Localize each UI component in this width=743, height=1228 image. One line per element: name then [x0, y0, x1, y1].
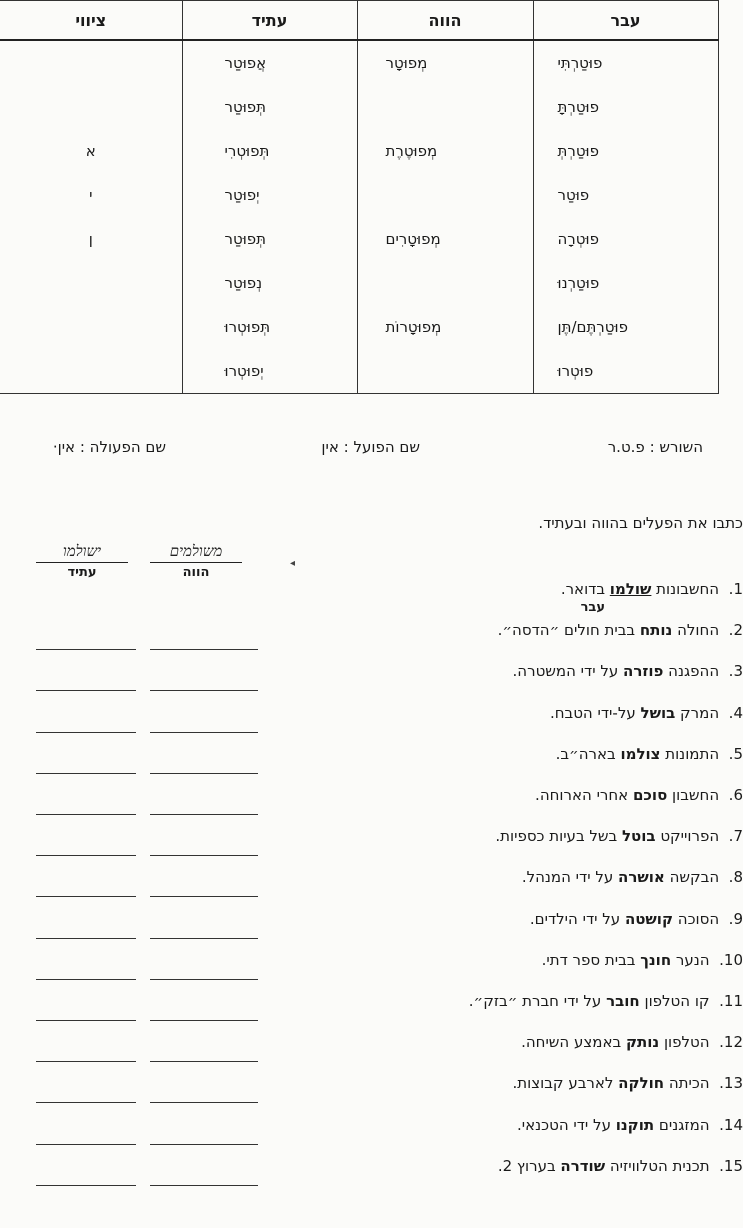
exercise-item	[0, 1031, 743, 1061]
exercise-sentence	[535, 786, 743, 804]
cell-past: פוּטַרְתְּ	[533, 129, 718, 173]
exercise-sentence	[517, 1116, 743, 1134]
item-number: 1.	[728, 580, 743, 598]
exercise-sentence	[550, 704, 743, 722]
target-verb: חונך	[640, 950, 672, 969]
sentence-end: בבית חולים ״הדסה״.	[497, 621, 640, 640]
exercise-item	[0, 578, 743, 615]
sentence-start: ההפגנה	[663, 662, 720, 681]
target-verb: קושטה	[624, 909, 673, 928]
future-answer-field[interactable]	[36, 629, 136, 650]
sentence-start: הבקשה	[664, 868, 720, 887]
sentence-start: המרק	[675, 703, 720, 722]
cell-past: פוּטַרְנוּ	[533, 261, 718, 305]
table-row	[0, 261, 718, 305]
target-verb: שודרה	[560, 1156, 606, 1175]
cell-past: פוּטַרְתָּ	[533, 85, 718, 129]
target-verb: אושרה	[618, 868, 665, 887]
present-answer-field[interactable]	[150, 876, 258, 897]
item-number: 9.	[728, 909, 743, 928]
target-verb: בוטל	[621, 827, 656, 846]
table-row	[0, 40, 718, 85]
future-answer-field[interactable]	[36, 1041, 136, 1062]
target-verb: בושל	[640, 703, 676, 722]
sentence-start: החולה	[672, 621, 720, 640]
exercise-item	[0, 660, 743, 690]
item-number: 12.	[719, 1033, 743, 1052]
action-noun-text: שם הפעולה : אין·	[52, 438, 166, 456]
item-number: 3.	[728, 662, 743, 681]
exercise-sentence	[498, 621, 743, 639]
cell-imperative	[0, 349, 182, 394]
cell-present	[357, 261, 533, 305]
cell-future: תְּפוּטַר	[182, 217, 357, 261]
sentence-end: בערוץ 2.	[497, 1156, 561, 1175]
present-answer-field[interactable]	[150, 959, 258, 980]
table-row	[0, 217, 718, 261]
sentence-end: על ידי חברת ״בזק״.	[468, 992, 607, 1010]
sentence-start: הכיתה	[664, 1074, 710, 1093]
future-answer-field[interactable]	[36, 753, 136, 774]
exercise-item	[0, 1155, 743, 1185]
cell-future: נְפוּטַר	[182, 261, 357, 305]
exercise-instruction: כתבו את הפעלים בהווה ובעתיד.	[538, 514, 743, 532]
item-number: 5.	[728, 744, 743, 763]
future-label: עתיד	[67, 565, 97, 580]
sentence-start: הנער	[671, 950, 710, 969]
sentence-end: באמצע השיחה.	[521, 1033, 626, 1052]
exercise-item	[0, 908, 743, 938]
present-answer-field[interactable]	[150, 1124, 258, 1145]
exercise-item	[0, 743, 743, 773]
future-answer-field[interactable]	[36, 876, 136, 897]
future-answer-field[interactable]	[36, 1000, 136, 1021]
header-present: הווה	[357, 1, 533, 41]
sentence-end: על-ידי הטבח.	[549, 703, 641, 722]
exercise-item	[0, 825, 743, 855]
sentence-start: התמונות	[660, 744, 720, 763]
sentence-end: על ידי המנהל.	[521, 868, 619, 887]
sentence-end: על ידי המשטרה.	[512, 662, 624, 681]
sentence-start: הסוכה	[673, 909, 720, 928]
cell-imperative: י	[0, 173, 182, 217]
root-text: השורש : פ.ט.ר	[607, 438, 703, 456]
item-number: 11.	[719, 992, 743, 1010]
sentence-end: לארבע קבוצות.	[512, 1074, 619, 1093]
sentence-start: המזגנים	[654, 1115, 710, 1134]
future-answer-field[interactable]	[36, 918, 136, 939]
future-answer-field[interactable]	[36, 712, 136, 733]
target-verb: סוכם	[632, 786, 668, 804]
target-verb: תוקנו	[615, 1115, 655, 1134]
exercise-item	[0, 990, 743, 1020]
root-info-line	[0, 438, 718, 462]
cell-past: פוּטְרָה	[533, 217, 718, 261]
future-answer-field[interactable]	[36, 1124, 136, 1145]
present-answer-field[interactable]	[150, 753, 258, 774]
present-answer-field[interactable]	[150, 629, 258, 650]
present-answer-field[interactable]	[150, 835, 258, 856]
sentence-end: בארה״ב.	[555, 744, 621, 763]
exercise-item	[0, 1072, 743, 1102]
cell-present: מְפוּטָרִים	[357, 217, 533, 261]
cell-present	[357, 85, 533, 129]
target-verb: נותק	[625, 1033, 660, 1052]
exercise-item	[0, 702, 743, 732]
item-number: 10.	[719, 950, 743, 969]
cell-past: פוּטַרְתֶּם/תֶּן	[533, 305, 718, 349]
exercise-sentence	[561, 580, 743, 598]
target-verb: חובר	[606, 992, 640, 1010]
exercise-item	[0, 784, 743, 814]
cell-future: אֲפוּטַר	[182, 40, 357, 85]
sentence-end: על ידי הטכנאי.	[517, 1115, 616, 1134]
present-answer-field[interactable]	[150, 1041, 258, 1062]
conjugation-table	[0, 0, 719, 394]
cell-imperative	[0, 305, 182, 349]
item-number: 7.	[728, 827, 743, 846]
cell-present	[357, 173, 533, 217]
cell-past: פוּטַר	[533, 173, 718, 217]
exercise-sentence	[530, 910, 743, 928]
present-handwritten-answer: משולמים	[150, 540, 242, 563]
cell-future: יְפוּטַר	[182, 173, 357, 217]
present-answer-field[interactable]	[150, 918, 258, 939]
present-answer-field[interactable]	[150, 1000, 258, 1021]
cell-past: פוּטַרְתִּי	[533, 40, 718, 85]
sentence-end: בדואר.	[560, 580, 610, 598]
exercise-sentence	[521, 1033, 743, 1051]
header-future: עתיד	[182, 1, 357, 41]
target-verb: שולמו	[609, 580, 652, 598]
actor-noun-text: שם הפועל : אין	[321, 438, 420, 456]
exercise-sentence	[522, 868, 743, 886]
exercise-sentence	[469, 992, 743, 1010]
present-answer-field[interactable]	[150, 1082, 258, 1103]
table-row	[0, 349, 718, 394]
cell-imperative	[0, 261, 182, 305]
item-number: 4.	[728, 703, 743, 722]
target-verb: נותח	[639, 621, 673, 640]
header-imperative: ציווי	[0, 1, 182, 41]
item-number: 15.	[719, 1156, 743, 1175]
exercise-item	[0, 1114, 743, 1144]
cell-future: תְּפוּטְרִי	[182, 129, 357, 173]
target-verb: צולמו	[620, 744, 661, 763]
future-answer-field[interactable]	[36, 670, 136, 691]
item-number: 14.	[719, 1115, 743, 1134]
sentence-start: החשבון	[667, 786, 720, 804]
future-answer-field[interactable]	[36, 1165, 136, 1186]
cell-future: תְּפוּטְרוּ	[182, 305, 357, 349]
exercise-item	[0, 866, 743, 896]
item-number: 13.	[719, 1074, 743, 1093]
item-number: 8.	[728, 868, 743, 887]
item-number: 2.	[728, 621, 743, 640]
exercise-sentence	[513, 662, 743, 680]
past-label: עבר	[580, 600, 605, 615]
sentence-end: בבית ספר דתי.	[541, 950, 641, 969]
cell-future: יְפוּטְרוּ	[182, 349, 357, 394]
sentence-end: על ידי הילדים.	[529, 909, 625, 928]
present-answer-field[interactable]	[150, 712, 258, 733]
cell-imperative: א	[0, 129, 182, 173]
table-row	[0, 305, 718, 349]
sentence-start: תכנית הטלוויזיה	[605, 1156, 710, 1175]
present-column-header	[150, 540, 242, 580]
sentence-start: הטלפון	[659, 1033, 710, 1052]
cell-future: תְּפוּטַר	[182, 85, 357, 129]
target-verb: חולקה	[618, 1074, 665, 1093]
future-handwritten-answer: ישולמו	[36, 540, 128, 563]
arrow-mark-icon: ◂	[290, 558, 296, 569]
table-row	[0, 173, 718, 217]
item-number: 6.	[728, 786, 743, 804]
present-label: הווה	[182, 565, 210, 580]
sentence-start: הפרוייקט	[655, 827, 720, 846]
future-column-header	[36, 540, 128, 580]
exercise-sentence	[542, 951, 743, 969]
cell-present	[357, 349, 533, 394]
sentence-end: בשל בעיות כספיות.	[495, 827, 622, 846]
exercise-sentence	[498, 1157, 743, 1175]
table-row	[0, 85, 718, 129]
cell-past: פוּטְרוּ	[533, 349, 718, 394]
present-answer-field[interactable]	[150, 794, 258, 815]
exercise-item	[0, 619, 743, 649]
future-answer-field[interactable]	[36, 1082, 136, 1103]
header-past: עבר	[533, 1, 718, 41]
future-answer-field[interactable]	[36, 835, 136, 856]
exercise-sentence	[556, 745, 743, 763]
sentence-start: קו הטלפון	[639, 992, 710, 1010]
sentence-start: החשבונות	[651, 580, 720, 598]
cell-imperative	[0, 85, 182, 129]
table-header-row	[0, 1, 718, 41]
cell-imperative	[0, 40, 182, 85]
table-row	[0, 129, 718, 173]
exercise-sentence	[513, 1074, 743, 1092]
future-answer-field[interactable]	[36, 794, 136, 815]
cell-present: מְפוּטָר	[357, 40, 533, 85]
present-answer-field[interactable]	[150, 1165, 258, 1186]
future-answer-field[interactable]	[36, 959, 136, 980]
target-verb: פוזרה	[623, 662, 664, 681]
sentence-end: אחרי הארוחה.	[535, 786, 633, 804]
cell-present: מְפוּטָרוֹת	[357, 305, 533, 349]
exercise-sentence	[495, 827, 743, 845]
exercise-item	[0, 949, 743, 979]
cell-imperative: ן	[0, 217, 182, 261]
present-answer-field[interactable]	[150, 670, 258, 691]
cell-present: מְפוּטֶרֶת	[357, 129, 533, 173]
